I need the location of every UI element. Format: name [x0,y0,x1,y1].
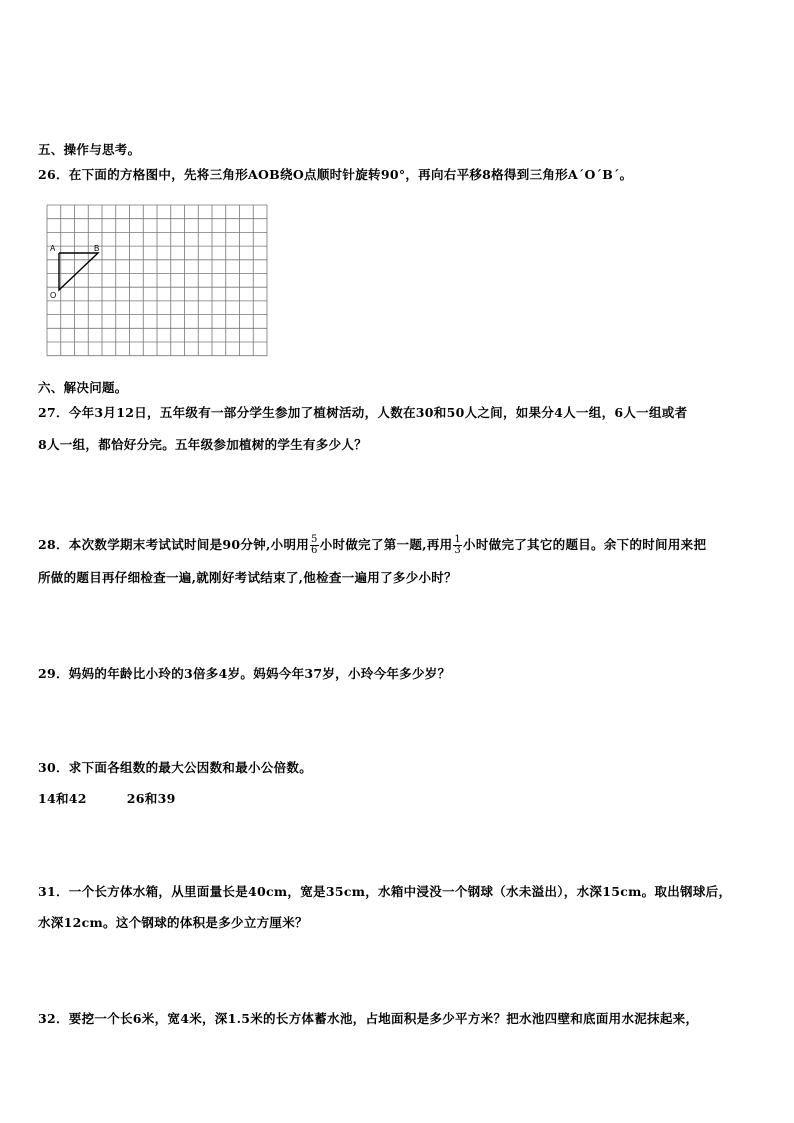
triangle-aob [59,253,98,290]
question-31-line1: 31．一个长方体水箱，从里面量长是40cm，宽是35cm，水箱中浸没一个钢球（水未溢出），水深15cm。取出钢球后， [38,884,732,899]
label-o: O [50,291,57,300]
question-28-line2: 所做的题目再仔细检查一遍,就刚好考试结束了,他检查一遍用了多少小时？ [38,570,457,585]
question-30-pairs [38,791,176,807]
question-28-line1 [38,535,706,556]
question-28-part3: 小时做完了其它的题目。余下的时间用来把 [463,537,707,552]
question-32-text: 32．要挖一个长6米，宽4米，深1.5米的长方体蓄水池，占地面积是多少平方米？把水池四壁和底面用水泥抹起来， [38,1011,699,1026]
question-27-line1: 27．今年3月12日，五年级有一部分学生参加了植树活动，人数在30和50人之间，如果分4人一组，6人一组或者 [38,405,688,420]
section-heading-6: 六、解决问题。 [38,380,128,395]
label-b: B [94,244,100,253]
question-30-text: 30．求下面各组数的最大公因数和最小公倍数。 [38,760,312,775]
number-pair-1: 14和42 [38,791,87,806]
grid-figure [44,202,270,360]
number-pair-2: 26和39 [126,791,176,806]
question-27-line2: 8人一组，都恰好分完。五年级参加植树的学生有多少人？ [38,437,367,452]
question-28-part1: 28．本次数学期末考试试时间是90分钟,小明用 [38,537,310,552]
question-28-part2: 小时做完了第一题,再用 [319,537,453,552]
section-heading-5: 五、操作与思考。 [38,142,141,157]
label-a: A [50,244,56,253]
question-31-line2: 水深12cm。这个钢球的体积是多少立方厘米？ [38,915,308,930]
fraction-one-third: $\frac{1}{3}$ [454,534,462,556]
question-26-text: 26．在下面的方格图中，先将三角形AOB绕O点顺时针旋转90°，再向右平移8格得到三角形A´O´B´。 [38,167,633,182]
fraction-five-sixths: $\frac{5}{6}$ [311,534,318,556]
question-29-text: 29．妈妈的年龄比小玲的3倍多4岁。妈妈今年37岁，小玲今年多少岁？ [38,666,451,681]
